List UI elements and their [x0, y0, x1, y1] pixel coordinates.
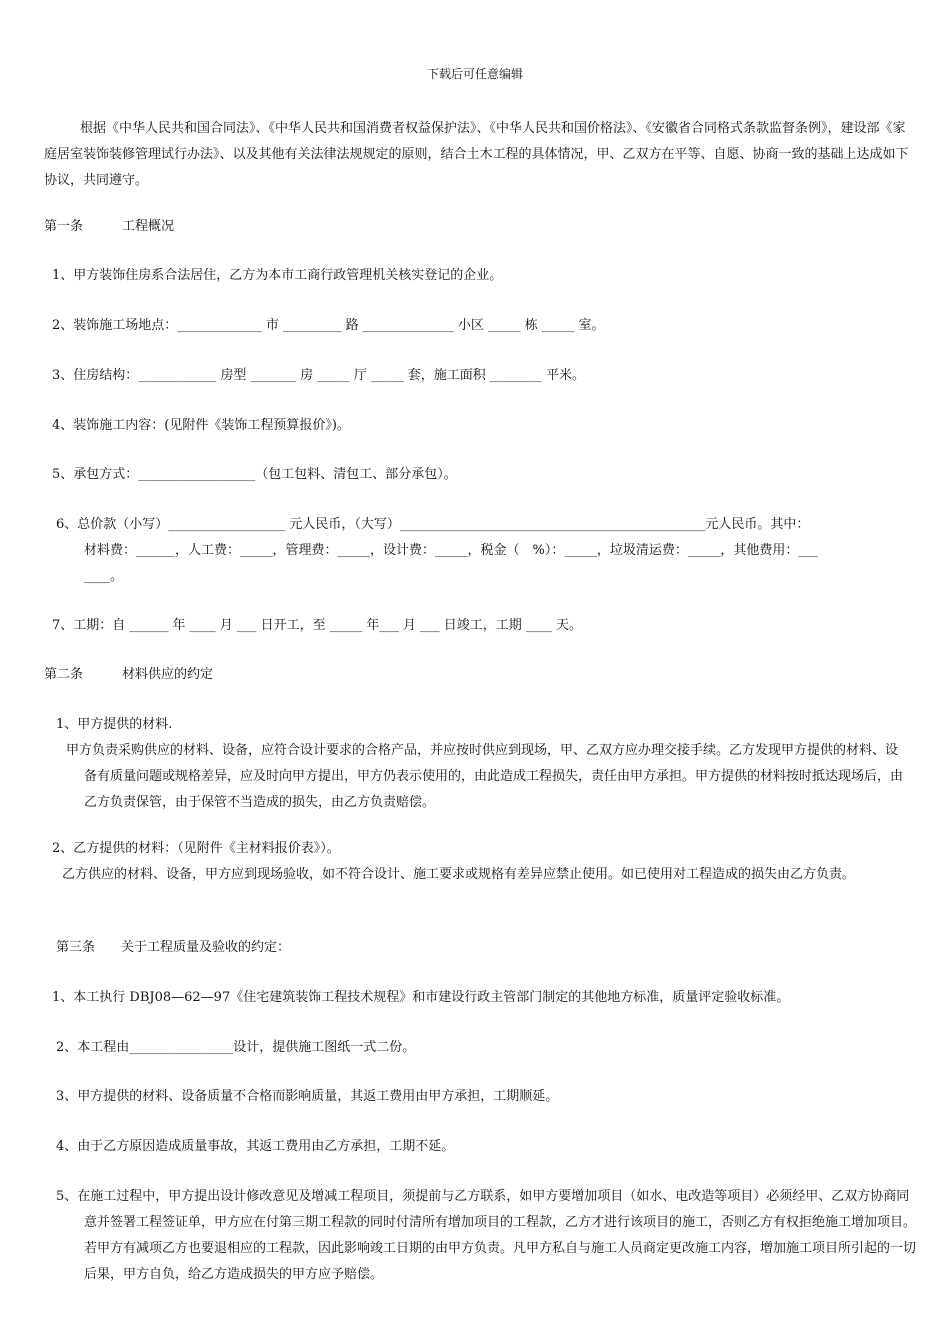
section-1-item-4: 4、装饰施工内容：(见附件《装饰工程预算报价》)。 — [52, 418, 350, 433]
page-header: 下载后可任意编辑 — [426, 67, 523, 81]
section-1-item-7: 7、工期：自 ______ 年 ____ 月 ___ 日开工，至 _____ 年___ 月 ___ 日竣工，工期 ____ 天。 — [52, 618, 582, 633]
section-1-item-1: 1、甲方装饰住房系合法居住，乙方为本市工商行政管理机关核实登记的企业。 — [52, 268, 503, 283]
section-3-item-2: 2、本工程由________________设计，提供施工图纸一式二份。 — [56, 1040, 416, 1055]
section-1-item-6-line-3: ____。 — [84, 569, 124, 584]
intro-paragraph: 根据《中华人民共和国合同法》、《中华人民共和国消费者权益保护法》、《中华人民共和国价格法》、《安徽省合同格式条款监督条例》，建设部《家庭居室装饰装修管理试行办法》、以及其他有关法律法规规定的原则，结合土木工程的具体情况，甲、乙双方在平等、自愿、协商一致的基础上达成如下协议，共同遵守。 — [44, 121, 909, 188]
section-1-item-6-line-1: 6、总价款（小写）__________________ 元人民币，（大写）_______________________________________________元人民币。其中： — [56, 517, 810, 532]
section-3-item-1: 1、本工执行 DBJ08—62—97《住宅建筑装饰工程技术规程》和市建设行政主管部门制定的其他地方标准，质量评定验收标准。 — [52, 990, 790, 1005]
section-1-title: 第一条 工程概况 — [44, 219, 175, 234]
section-1-item-3: 3、住房结构：____________ 房型 _______ 房 _____ 厅 _____ 套，施工面积 ________ 平米。 — [52, 368, 585, 383]
section-2-item-2-body: 乙方供应的材料、设备，甲方应到现场验收，如不符合设计、施工要求或规格有差异应禁止使用。如已使用对工程造成的损失由乙方负责。 — [62, 867, 856, 882]
section-3-title: 第三条 关于工程质量及验收的约定： — [56, 940, 291, 955]
section-3-item-5: 5、在施工过程中，甲方提出设计修改意见及增减工程项目，须提前与乙方联系，如甲方要增加项目（如水、电改造等项目）必须经甲、乙双方协商同意并签署工程签证单，甲方应在付第三期工程款的同时付清所有增加项目的工程款，乙方才进行该项目的施工，否则乙方有权拒绝施工增加项目。若甲方有减项乙方也要退相应的工程款，因此影响竣工日期的由甲方负责。凡甲方私自与施工人员商定更改施工内容，增加施工项目所引起的一切后果，甲方自负，给乙方造成损失的甲方应予赔偿。 — [56, 1189, 917, 1282]
section-3-item-4: 4、由于乙方原因造成质量事故，其返工费用由乙方承担，工期不延。 — [56, 1139, 455, 1154]
section-1-item-6-line-2: 材料费：______，人工费：_____，管理费：_____，设计费：_____，税金（ %）：_____，垃圾清运费：_____，其他费用：___ — [84, 543, 818, 558]
section-1-item-5: 5、承包方式：__________________（包工包料、清包工、部分承包）。 — [52, 467, 457, 482]
section-2-item-1-body: 甲方负责采购供应的材料、设备，应符合设计要求的合格产品，并应按时供应到现场，甲、乙双方应办理交接手续。乙方发现甲方提供的材料、设备有质量问题或规格差异，应及时向甲方提出，甲方仍表示使用的，由此造成工程损失，责任由甲方承担。甲方提供的材料按时抵达现场后，由乙方负责保管，由于保管不当造成的损失，由乙方负责赔偿。 — [66, 743, 904, 810]
section-2-title: 第二条 材料供应的约定 — [44, 667, 214, 682]
section-2-item-1-heading: 1、甲方提供的材料. — [56, 717, 173, 732]
section-3-item-3: 3、甲方提供的材料、设备质量不合格而影响质量，其返工费用由甲方承担，工期顺延。 — [56, 1089, 559, 1104]
section-2-item-2-heading: 2、乙方提供的材料：（见附件《主材料报价表》）。 — [52, 841, 340, 856]
section-1-item-2: 2、装饰施工场地点：_____________ 市 _________ 路 ______________ 小区 _____ 栋 _____ 室。 — [52, 318, 605, 333]
